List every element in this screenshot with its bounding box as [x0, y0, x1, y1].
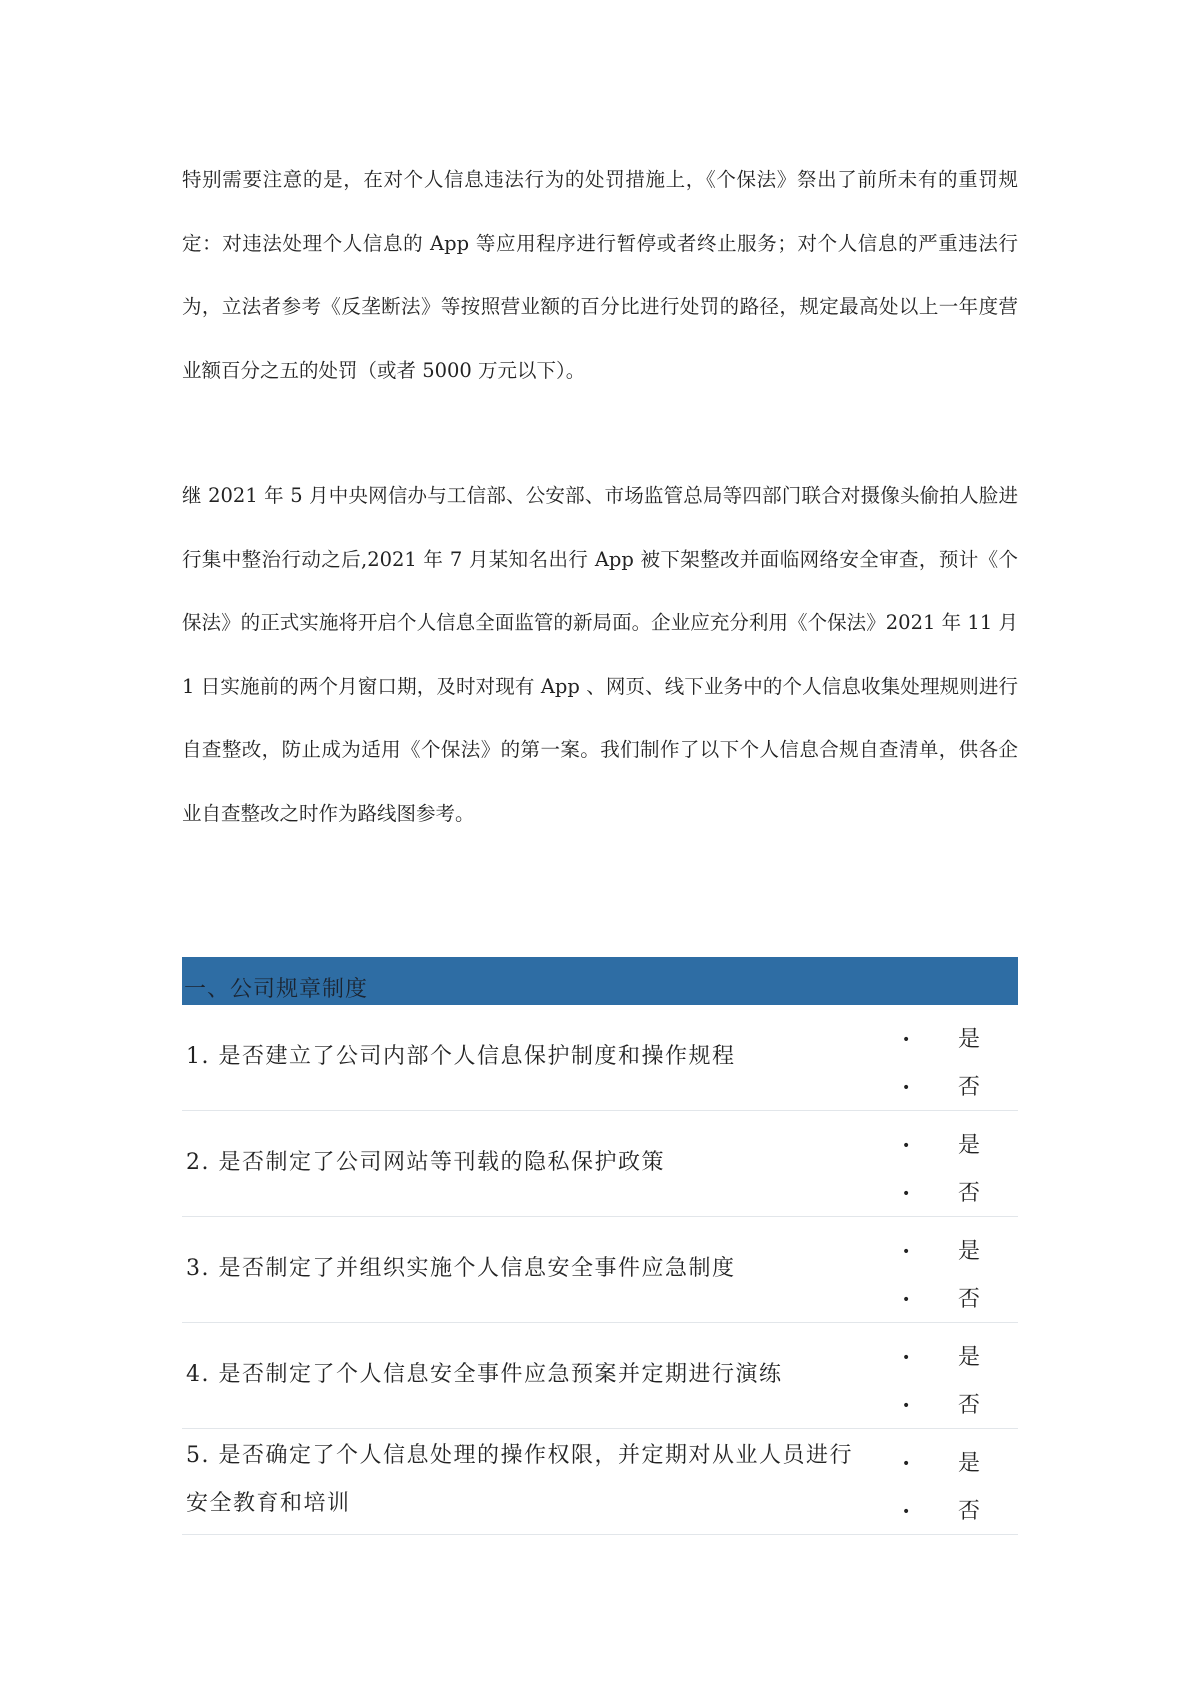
bullet-icon: • [902, 1504, 911, 1520]
checklist-row [182, 1429, 1018, 1535]
option-no[interactable] [902, 1285, 1012, 1315]
option-no[interactable] [902, 1179, 1012, 1209]
checklist-question: 1. 是否建立了公司内部个人信息保护制度和操作规程 [186, 1044, 736, 1069]
checklist-row [182, 1323, 1018, 1429]
checklist-question: 3. 是否制定了并组织实施个人信息安全事件应急制度 [186, 1256, 736, 1281]
paragraph-penalties: 特别需要注意的是，在对个人信息违法行为的处罚措施上，《个保法》祭出了前所未有的重罚规定：对违法处理个人信息的 App 等应用程序进行暂停或者终止服务；对个人信息的严重违法行为，立法者参考《反垄断法》等按照营业额的百分比进行处罚的路径，规定最高处以上一年度营业额百分之五的处罚（或者 5000 万元以下）。 [182, 168, 1018, 382]
option-no[interactable] [902, 1073, 1012, 1103]
option-yes[interactable] [902, 1025, 1012, 1055]
option-no-label: 否 [958, 1181, 981, 1206]
option-no-label: 否 [958, 1287, 981, 1312]
bullet-icon: • [902, 1398, 911, 1414]
document-body [182, 148, 1018, 845]
option-no-label: 否 [958, 1393, 981, 1418]
bullet-icon: • [902, 1456, 911, 1472]
option-yes[interactable] [902, 1343, 1012, 1373]
checklist-row [182, 1005, 1018, 1111]
checklist-row [182, 1111, 1018, 1217]
option-yes[interactable] [902, 1237, 1012, 1267]
option-yes[interactable] [902, 1131, 1012, 1161]
bullet-icon: • [902, 1080, 911, 1096]
bullet-icon: • [902, 1032, 911, 1048]
bullet-icon: • [902, 1138, 911, 1154]
checklist-question: 4. 是否制定了个人信息安全事件应急预案并定期进行演练 [186, 1362, 783, 1387]
option-no[interactable] [902, 1391, 1012, 1421]
checklist-row [182, 1217, 1018, 1323]
paragraph-regulation-context: 继 2021 年 5 月中央网信办与工信部、公安部、市场监管总局等四部门联合对摄像头偷拍人脸进行集中整治行动之后,2021 年 7 月某知名出行 App 被下架整改并面临网络安全审查，预计《个保法》的正式实施将开启个人信息全面监管的新局面。企业应充分利用《个保法》2021 年 11 月 1 日实施前的两个月窗口期，及时对现有 App 、网页、线下业务中的个人信息收集处理规则进行自查整改，防止成为适用《个保法》的第一案。我们制作了以下个人信息合规自查清单，供各企业自查整改之时作为路线图参考。 [182, 484, 1018, 825]
option-yes-label: 是 [958, 1239, 981, 1264]
option-yes-label: 是 [958, 1027, 981, 1052]
bullet-icon: • [902, 1292, 911, 1308]
option-no-label: 否 [958, 1499, 981, 1524]
bullet-icon: • [902, 1186, 911, 1202]
option-yes[interactable] [902, 1449, 1012, 1479]
bullet-icon: • [902, 1350, 911, 1366]
option-yes-label: 是 [958, 1451, 981, 1476]
section-title: 一、公司规章制度 [184, 977, 369, 1002]
option-yes-label: 是 [958, 1345, 981, 1370]
bullet-icon: • [902, 1244, 911, 1260]
checklist-question: 2. 是否制定了公司网站等刊载的隐私保护政策 [186, 1150, 665, 1175]
option-yes-label: 是 [958, 1133, 981, 1158]
checklist-question: 5. 是否确定了个人信息处理的操作权限，并定期对从业人员进行安全教育和培训 [186, 1443, 853, 1516]
option-no-label: 否 [958, 1075, 981, 1100]
option-no[interactable] [902, 1497, 1012, 1527]
section-header [182, 957, 1018, 1005]
checklist-section [182, 957, 1018, 1535]
